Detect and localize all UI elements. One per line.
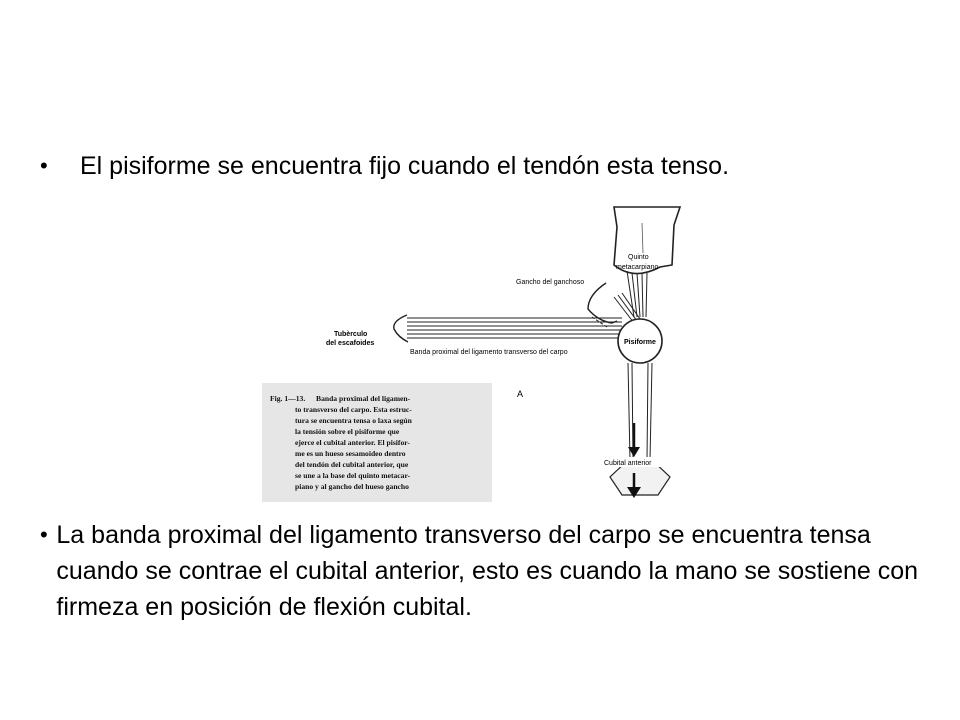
bullet-marker: • — [40, 522, 48, 547]
bullet-text-2: La banda proximal del ligamento transverso del carpo se encuentra tensa cuando se contrae el cubital anterior, esto es cuando la mano se sostiene con firmeza en posición de flexión cubital. — [56, 521, 919, 621]
bullet-item-1 — [40, 148, 920, 184]
caption-line-7: del tendón del cubital anterior, que — [295, 460, 409, 469]
label-escafoides: del escafoides — [326, 340, 375, 347]
bullet-marker: • — [40, 153, 48, 178]
anatomy-figure — [262, 205, 700, 502]
caption-line-2: to transverso del carpo. Esta estruc- — [295, 405, 412, 414]
label-tuberculo: Tubèrculo — [334, 331, 368, 338]
bullet-text-1: El pisiforme se encuentra fijo cuando el tendón esta tenso. — [80, 152, 730, 180]
label-pisiforme: Pisiforme — [624, 339, 656, 346]
label-panel-a: A — [517, 389, 524, 399]
caption-line-1: Banda proximal del ligamen- — [316, 394, 411, 403]
caption-line-8: se une a la base del quinto metacar- — [295, 471, 411, 480]
label-cubital: Cubital anterior — [604, 460, 652, 467]
caption-line-3: tura se encuentra tensa o laxa según — [295, 416, 412, 425]
caption-line-9: piano y al gancho del hueso gancho — [295, 482, 409, 491]
label-quinto: Quinto — [628, 254, 649, 261]
caption-line-6: me es un hueso sesamoideo dentro — [295, 449, 406, 458]
label-banda: Banda proximal del ligamento transverso del carpo — [410, 349, 568, 356]
label-metacarpiano: metacarpiano — [616, 264, 659, 271]
caption-fig-number: Fig. 1—13. — [270, 394, 306, 403]
caption-line-4: la tensión sobre el pisiforme que — [295, 427, 400, 436]
caption-line-5: ejerce el cubital anterior. El pisifor- — [295, 438, 410, 447]
bullet-item-2 — [40, 517, 920, 625]
label-gancho: Gancho del ganchoso — [516, 279, 585, 286]
